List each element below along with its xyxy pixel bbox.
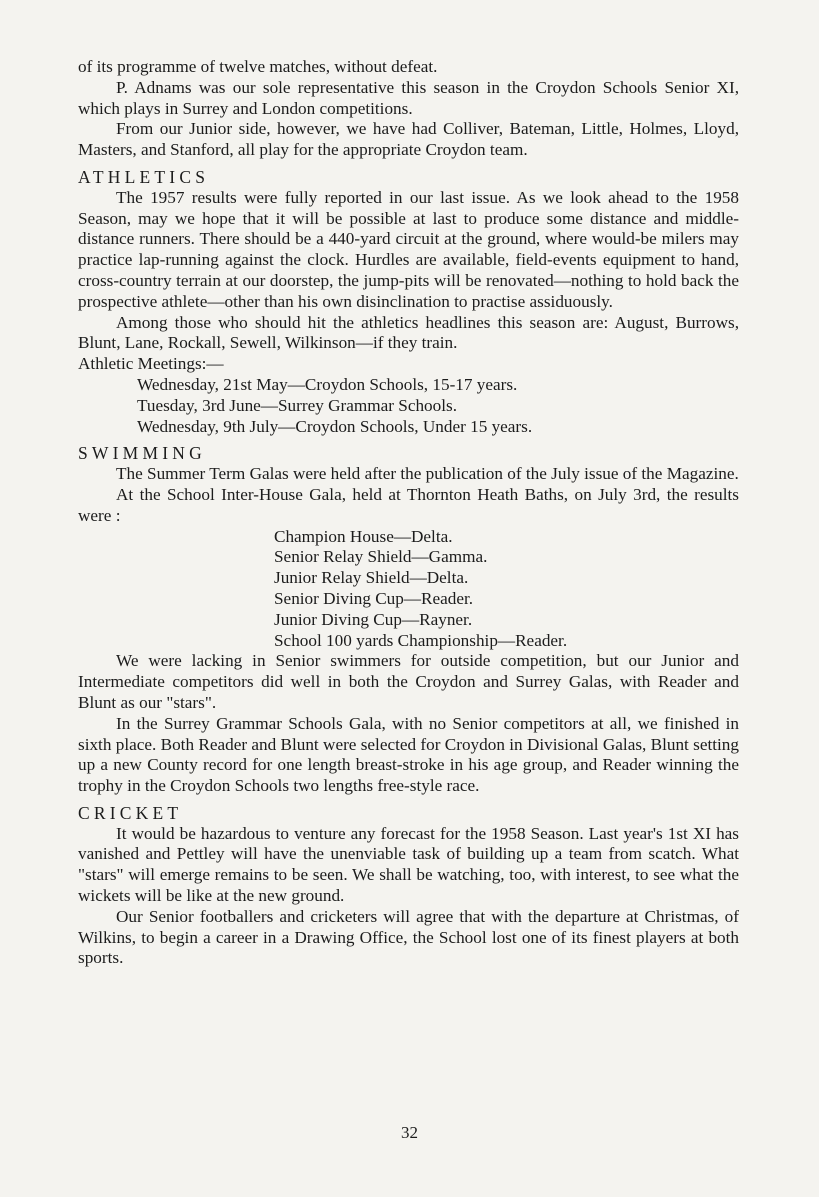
paragraph: We were lacking in Senior swimmers for outside competition, but our Junior and Intermediate competitors did well in both the Croydon and Surrey Galas, with Reader and Blunt as our "stars". [78,651,739,712]
section-heading-swimming: SWIMMING [78,443,206,464]
section-heading-athletics: ATHLETICS [78,166,210,187]
football-section [78,57,739,161]
result-item: Champion House—Delta. [274,526,453,546]
article-body [78,57,739,969]
page-number: 32 [401,1123,418,1142]
meetings-label: Athletic Meetings:— [78,354,224,374]
paragraph: It would be hazardous to venture any forecast for the 1958 Season. Last year's 1st XI has vanished and Pettley will have the unenviable task of building up a team from scatch. What "stars" will emerge remains to be seen. We shall be watching, too, with interest, to see what the wickets will be like at the new ground. [78,823,739,906]
cricket-section [78,803,739,969]
gala-results-list [274,527,739,652]
paragraph: Our Senior footballers and cricketers will agree that with the departure at Christmas, of Wilkins, to begin a career in a Drawing Office, the School lost one of its finest players at both sports. [78,906,739,968]
result-item: Senior Relay Shield—Gamma. [274,547,488,567]
meeting-item: Wednesday, 21st May—Croydon Schools, 15-17 years. [137,374,518,394]
athletics-section [78,167,739,437]
paragraph: The 1957 results were fully reported in our last issue. As we look ahead to the 1958 Season, may we hope that it will be possible at last to produce some distance and middle-distance runners. There should be a 440-yard circuit at the ground, where would-be milers may practice lap-running against the clock. Hurdles are available, field-events equipment to hand, cross-country terrain at our doorstep, the jump-pits will be renovated—nothing to hold back the prospective athlete—other than his own disinclination to practise assiduously. [78,187,739,311]
result-item: Senior Diving Cup—Reader. [274,588,474,608]
result-item: Junior Diving Cup—Rayner. [274,609,473,629]
section-heading-cricket: CRICKET [78,802,183,823]
result-item: School 100 yards Championship—Reader. [274,630,568,650]
meeting-item: Wednesday, 9th July—Croydon Schools, Under 15 years. [137,416,533,436]
meetings-list [137,375,739,437]
meeting-item: Tuesday, 3rd June—Surrey Grammar Schools. [137,395,457,415]
paragraph: Among those who should hit the athletics headlines this season are: August, Burrows, Blunt, Lane, Rockall, Sewell, Wilkinson—if they train. [78,312,739,353]
paragraph: At the School Inter-House Gala, held at Thornton Heath Baths, on July 3rd, the results were : [78,484,739,525]
result-item: Junior Relay Shield—Delta. [274,568,469,588]
paragraph: of its programme of twelve matches, without defeat. [78,57,438,76]
paragraph: In the Surrey Grammar Schools Gala, with no Senior competitors at all, we finished in sixth place. Both Reader and Blunt were selected for Croydon in Divisional Galas, Blunt setting up a new County record for one length breast-stroke in his age group, and Reader winning the trophy in the Croydon Schools two lengths free-style race. [78,713,739,796]
paragraph: P. Adnams was our sole representative this season in the Croydon Schools Senior XI, which plays in Surrey and London competitions. [78,77,739,118]
paragraph: From our Junior side, however, we have had Colliver, Bateman, Little, Holmes, Lloyd, Masters, and Stanford, all play for the appropriate Croydon team. [78,119,739,160]
paragraph: The Summer Term Galas were held after the publication of the July issue of the Magazine. [116,464,739,484]
swimming-section [78,443,739,797]
